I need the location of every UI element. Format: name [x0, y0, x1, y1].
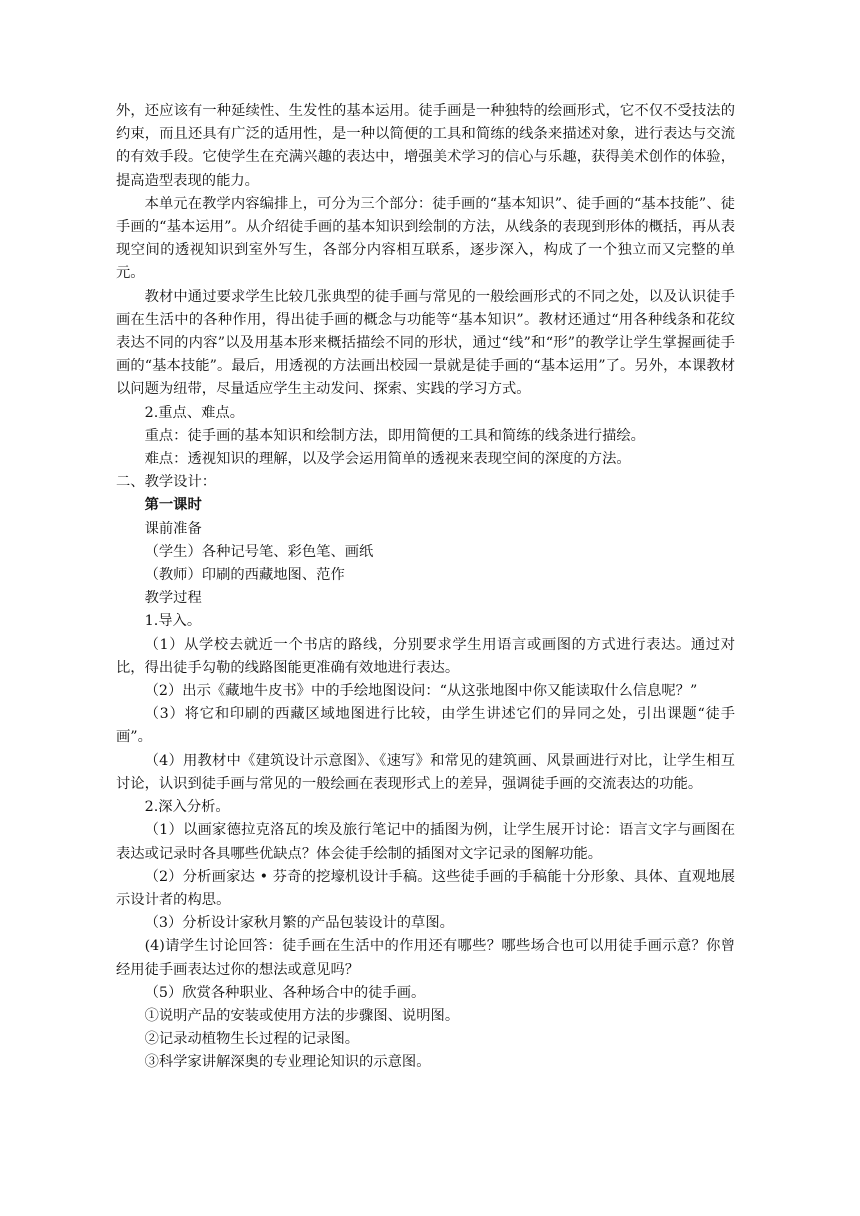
paragraph-intro-continuation: 外，还应该有一种延续性、生发性的基本运用。徒手画是一种独特的绘画形式，它不仅不受技法的约束，而且还具有广泛的适用性，是一种以简便的工具和简练的线条来描述对象，进行表达与交流的有效手段。它使学生在充满兴趣的表达中，增强美术学习的信心与乐趣，获得美术创作的体验，提高造型表现的能力。 [116, 103, 735, 189]
paragraph-textbook-content: 教材中通过要求学生比较几张典型的徒手画与常见的一般绘画形式的不同之处，以及认识徒手画在生活中的各种作用，得出徒手画的概念与功能等“基本知识”。教材还通过“用各种线条和花纹表达不同的内容”以及用基本形来概括描绘不同的形状，通过“线”和“形”的教学让学生掌握画徒手画的“基本技能”。最后，用透视的方法画出校园一景就是徒手画的“基本运用”了。另外，本课教材以问题为纽带，尽量适应学生主动发问、探索、实践的学习方式。 [116, 288, 735, 398]
list-item-intro-3: （3）将它和印刷的西藏区域地图进行比较，由学生讲述它们的异同之处，引出课题“徒手画”。 [116, 706, 735, 746]
heading-preparation: 课前准备 [144, 520, 202, 537]
heading-introduction: 1.导入。 [144, 613, 202, 630]
paragraph-key-point: 重点：徒手画的基本知识和绘制方法，即用简便的工具和简练的线条进行描绘。 [144, 427, 645, 444]
list-item-analysis-1: （1）以画家德拉克洛瓦的埃及旅行笔记中的插图为例，让学生展开讨论：语言文字与画图在表达或记录时各具哪些优缺点？体会徒手绘制的插图对文字记录的图解功能。 [116, 822, 735, 862]
list-item-analysis-2: （2）分析画家达 • 芬奇的挖壕机设计手稿。这些徒手画的手稿能十分形象、具体、直观地展示设计者的构思。 [116, 868, 735, 908]
list-item-analysis-3: （3）分析设计家秋月繁的产品包装设计的草图。 [144, 915, 454, 932]
heading-first-lesson: 第一课时 [144, 497, 202, 514]
sub-item-circled-3: ③科学家讲解深奥的专业理论知识的示意图。 [144, 1054, 431, 1071]
heading-key-points: 2.重点、难点。 [144, 404, 245, 421]
list-item-student-materials: （学生）各种记号笔、彩色笔、画纸 [144, 543, 374, 560]
paragraph-unit-structure: 本单元在教学内容编排上，可分为三个部分：徒手画的“基本知识”、徒手画的“基本技能”、徒手画的“基本运用”。从介绍徒手画的基本知识到绘制的方法，从线条的表现到形体的概括，再从表现空间的透视知识到室外写生，各部分内容相互联系，逐步深入，构成了一个独立而又完整的单元。 [116, 195, 735, 282]
list-item-analysis-5: （5）欣赏各种职业、各种场合中的徒手画。 [144, 984, 426, 1001]
list-item-intro-1: （1）从学校去就近一个书店的路线，分别要求学生用语言或画图的方式进行表达。通过对比，得出徒手勾勒的线路图能更准确有效地进行表达。 [116, 636, 735, 676]
heading-in-depth-analysis: 2.深入分析。 [144, 799, 230, 816]
sub-item-circled-1: ①说明产品的安装或使用方法的步骤图、说明图。 [144, 1007, 460, 1024]
paragraph-difficult-point: 难点：透视知识的理解，以及学会运用简单的透视来表现空间的深度的方法。 [144, 451, 631, 468]
list-item-teacher-materials: （教师）印刷的西藏地图、范作 [144, 567, 345, 584]
section-heading-teaching-design: 二、教学设计： [116, 474, 217, 491]
sub-item-circled-2: ②记录动植物生长过程的记录图。 [144, 1031, 360, 1048]
heading-teaching-process: 教学过程 [144, 590, 202, 607]
list-item-intro-2: （2）出示《藏地牛皮书》中的手绘地图设问：“从这张地图中你又能读取什么信息呢？” [144, 683, 698, 700]
list-item-intro-4: （4）用教材中《建筑设计示意图》、《速写》和常见的建筑画、风景画进行对比，让学生相互讨论，认识到徒手画与常见的一般绘画在表现形式上的差异，强调徒手画的交流表达的功能。 [116, 752, 735, 792]
list-item-analysis-4: (4)请学生讨论回答：徒手画在生活中的作用还有哪些？哪些场合也可以用徒手画示意？你曾经用徒手画表达过你的想法或意见吗？ [116, 938, 735, 978]
document-body [116, 100, 735, 1075]
